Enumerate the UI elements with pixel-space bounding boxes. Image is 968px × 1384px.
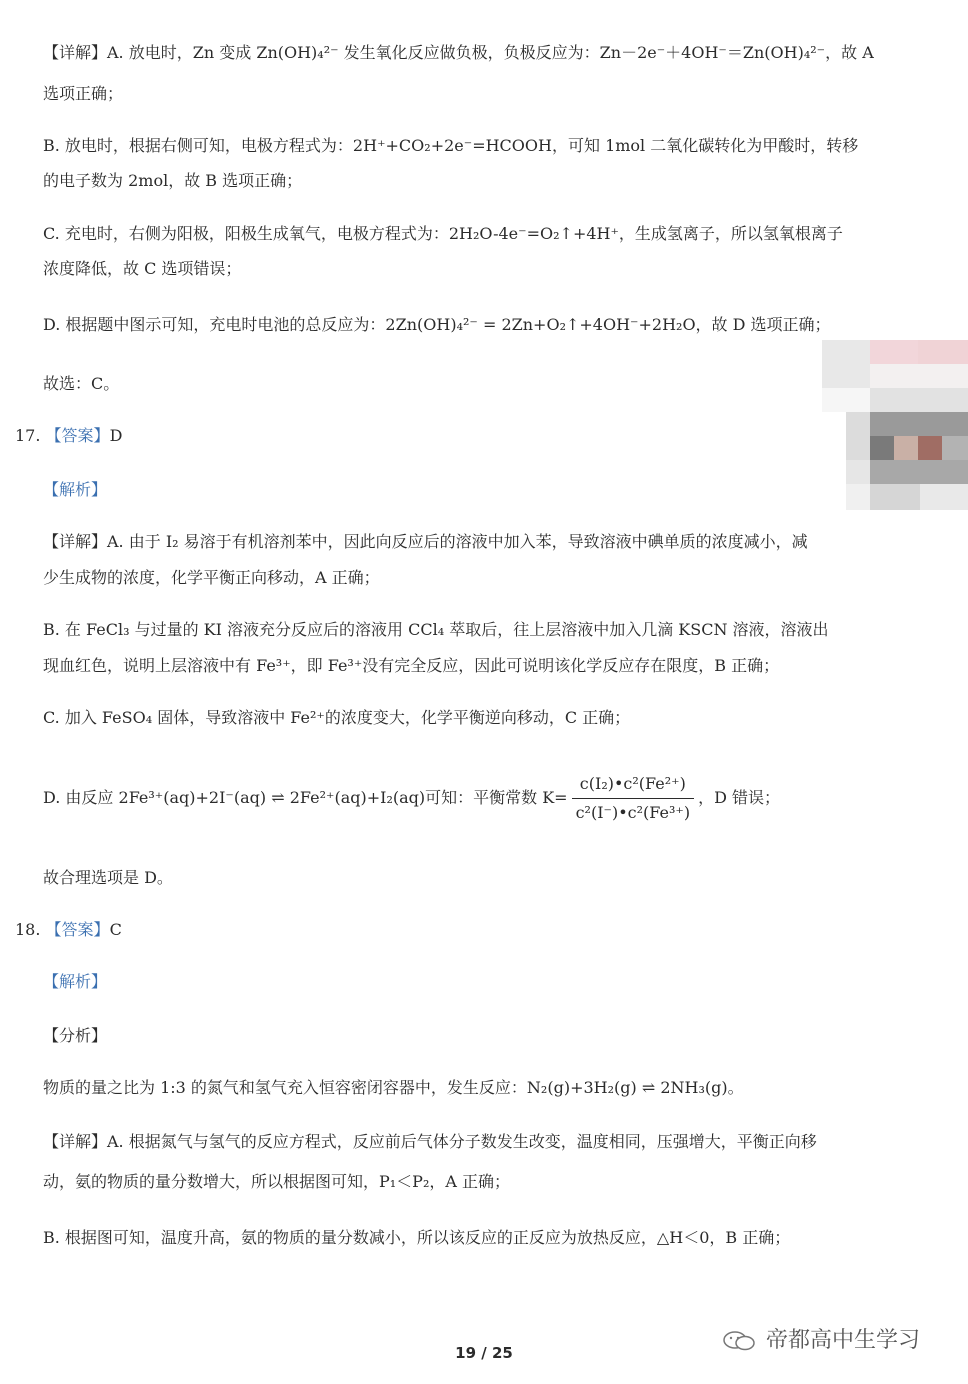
watermark-text: 帝都高中生学习 <box>766 1328 921 1353</box>
text-line: B. 根据图可知，温度升高，氨的物质的量分数减小，所以该反应的正反应为放热反应，△H＜0，B 正确； <box>43 1228 791 1247</box>
page-number: 19 / 25 <box>455 1344 513 1362</box>
question-17-header <box>15 424 122 448</box>
text-line: 故合理选项是 D。 <box>43 868 173 887</box>
text-line: 少生成物的浓度，化学平衡正向移动，A 正确； <box>43 568 380 587</box>
text-line: 【分析】 <box>43 1026 108 1045</box>
text-line: 动，氨的物质的量分数增大，所以根据图可知，P₁＜P₂，A 正确； <box>43 1172 511 1191</box>
text-line: 【详解】A. 由于 I₂ 易溶于有机溶剂苯中，因此向反应后的溶液中加入苯，导致溶液中碘单质的浓度减小，减 <box>43 532 808 551</box>
text-line: 物质的量之比为 1:3 的氮气和氢气充入恒容密闭容器中，发生反应：N₂(g)+3H₂(g) ⇌ 2NH₃(g)。 <box>43 1078 744 1097</box>
text-line: B. 在 FeCl₃ 与过量的 KI 溶液充分反应后的溶液用 CCl₄ 萃取后，往上层溶液中加入几滴 KSCN 溶液，溶液出 <box>43 620 829 639</box>
question-18-header <box>15 918 122 942</box>
text-line: D. 根据题中图示可知，充电时电池的总反应为：2Zn(OH)₄²⁻ = 2Zn+O₂↑+4OH⁻+2H₂O，故 D 选项正确； <box>43 315 831 334</box>
fraction-denominator: c²(I⁻)•c²(Fe³⁺) <box>572 798 694 824</box>
text-line: 浓度降低，故 C 选项错误； <box>43 259 242 278</box>
analysis-tag: 【解析】 <box>43 480 108 499</box>
equation-text: D. 由反应 2Fe³⁺(aq)+2I⁻(aq) ⇌ 2Fe²⁺(aq)+I₂(aq)可知：平衡常数 K= <box>43 788 568 807</box>
text-line: 现血红色，说明上层溶液中有 Fe³⁺，即 Fe³⁺没有完全反应，因此可说明该化学反应存在限度，B 正确； <box>43 656 780 675</box>
answer-value: C <box>109 920 122 939</box>
fraction-numerator: c(I₂)•c²(Fe²⁺) <box>579 774 686 793</box>
answer-tag: 【答案】 <box>45 426 110 445</box>
wechat-icon <box>722 1330 756 1352</box>
equation-conclusion: ，D 错误； <box>698 788 780 807</box>
text-line: 【详解】A. 放电时，Zn 变成 Zn(OH)₄²⁻ 发生氧化反应做负极，负极反应为：Zn－2e⁻＋4OH⁻＝Zn(OH)₄²⁻，故 A <box>43 43 874 62</box>
question-number: 18. <box>15 920 41 939</box>
text-line: 选项正确； <box>43 84 124 103</box>
text-line: B. 放电时，根据右侧可知，电极方程式为：2H⁺+CO₂+2e⁻=HCOOH，可知 1mol 二氧化碳转化为甲酸时，转移 <box>43 136 859 155</box>
equilibrium-fraction <box>572 773 694 824</box>
text-line: 故选：C。 <box>43 374 120 393</box>
analysis-tag: 【解析】 <box>43 972 108 991</box>
text-line: C. 加入 FeSO₄ 固体，导致溶液中 Fe²⁺的浓度变大，化学平衡逆向移动，C 正确； <box>43 708 631 727</box>
text-line: 【详解】A. 根据氮气与氢气的反应方程式，反应前后气体分子数发生改变，温度相同，压强增大，平衡正向移 <box>43 1132 817 1151</box>
question-number: 17. <box>15 426 41 445</box>
watermark <box>722 1323 920 1354</box>
answer-tag: 【答案】 <box>45 920 110 939</box>
answer-value: D <box>109 426 123 445</box>
text-line: 的电子数为 2mol，故 B 选项正确； <box>43 171 303 190</box>
text-line: C. 充电时，右侧为阳极，阳极生成氧气，电极方程式为：2H₂O-4e⁻=O₂↑+4H⁺，生成氢离子，所以氢氧根离子 <box>43 224 843 243</box>
equilibrium-constant-line <box>43 770 780 826</box>
pixelated-image <box>822 340 968 510</box>
